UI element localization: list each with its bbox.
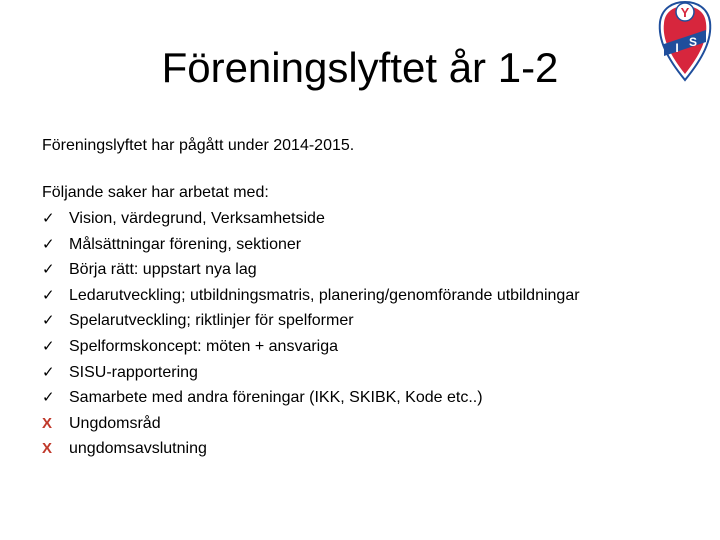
list-item [42,232,580,258]
list-item [42,334,580,360]
list-item [42,385,580,411]
list-item [42,257,580,283]
logo-letter-y: Y [680,5,690,20]
list-item-text: SISU-rapportering [69,363,198,381]
logo-letter-i: I [675,41,679,55]
list-item-text: Ungdomsråd [69,414,161,432]
list-item-text: Börja rätt: uppstart nya lag [69,261,257,279]
list-item [42,206,580,232]
checkmark-icon: ✓ [42,312,55,330]
cross-icon: X [42,414,53,432]
list-item-text: Ledarutveckling; utbildningsmatris, planering/genomförande utbildningar [69,286,580,304]
checkmark-icon: ✓ [42,389,55,407]
list-item [42,308,580,334]
list-item [42,360,580,386]
checkmark-icon: ✓ [42,235,55,253]
checkmark-icon: ✓ [42,261,55,279]
list-item-text: Samarbete med andra föreningar (IKK, SKIBK, Kode etc..) [69,389,483,407]
checkmark-icon: ✓ [42,337,55,355]
list-item [42,283,580,309]
list-item [42,436,580,462]
checkmark-icon: ✓ [42,210,55,227]
list-item [42,411,580,437]
list-item-text: Spelformskoncept: möten + ansvariga [69,337,339,355]
list-item-text: Vision, värdegrund, Verksamhetside [69,210,325,227]
list-item-text: ungdomsavslutning [69,440,207,458]
list-item-text: Målsättningar förening, sektioner [69,235,302,253]
checkmark-icon: ✓ [42,286,55,304]
list-item-text: Spelarutveckling; riktlinjer för spelformer [69,312,354,330]
list-heading: Följande saker har arbetat med: [42,184,269,201]
slide-title: Föreningslyftet år 1-2 [161,44,559,91]
cross-icon: X [42,440,53,458]
checklist [42,206,580,462]
logo-letter-s: S [688,35,698,49]
club-logo [655,0,715,84]
intro-text: Föreningslyftet har pågått under 2014-2015. [42,137,355,154]
checkmark-icon: ✓ [42,363,55,381]
